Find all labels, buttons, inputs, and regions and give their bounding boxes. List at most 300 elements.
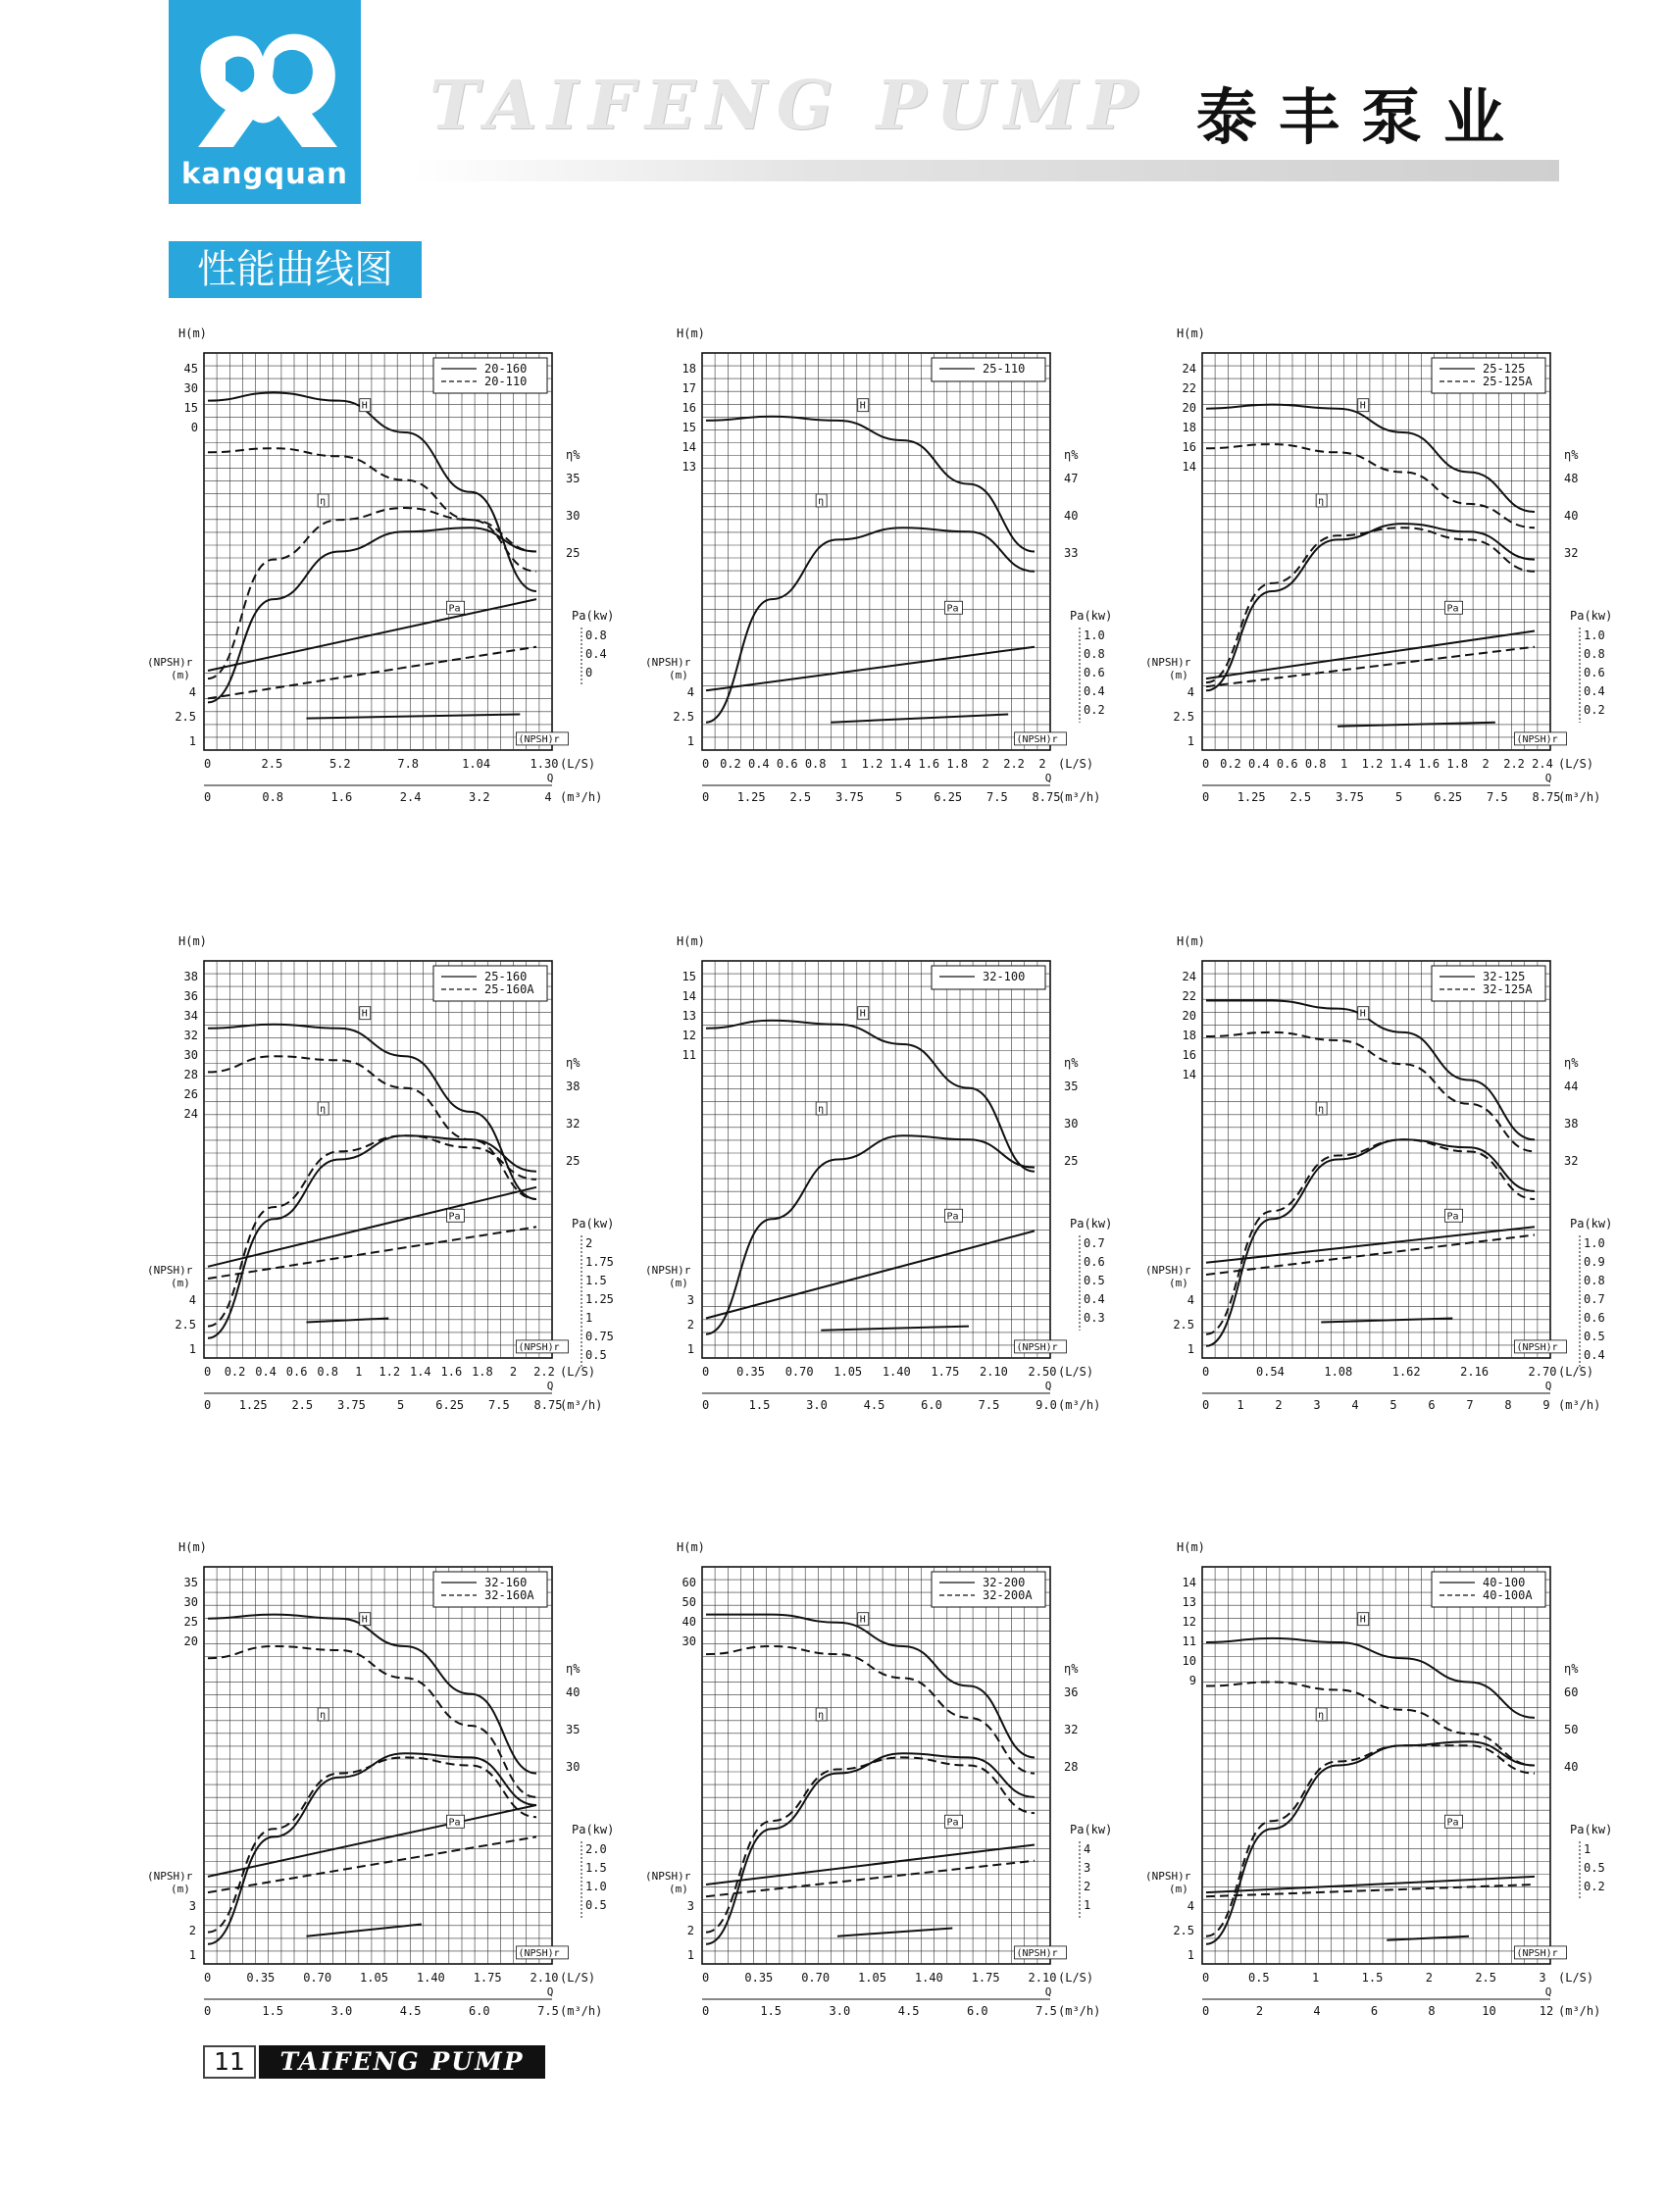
q-m3h-tick-label: 4: [544, 790, 552, 804]
pa-tick-label: 1.5: [585, 1861, 607, 1875]
npsh-axis-unit: (m): [171, 669, 190, 681]
npsh-tick-label: 4: [1187, 685, 1194, 699]
h-tick-label: 38: [183, 970, 198, 983]
eta-tick-label: 47: [1064, 472, 1079, 485]
npsh-tick-label: 2: [188, 1924, 196, 1937]
npsh-axis-unit: (m): [1169, 1277, 1188, 1289]
q-ls-tick-label: 1.40: [882, 1365, 911, 1379]
curve-h-solid: [706, 1021, 1035, 1172]
q-m3h-tick-label: 0: [204, 790, 212, 804]
q-m3h-tick-label: 1.25: [736, 790, 766, 804]
pa-tick-label: 1: [1584, 1842, 1591, 1856]
q-axis-title: Q: [1544, 1986, 1552, 1998]
curve-h-solid: [706, 1615, 1035, 1758]
eta-tick-label: 25: [1064, 1154, 1079, 1168]
eta-tick-label: 35: [1064, 1080, 1079, 1093]
q-ls-tick-label: 2.5: [1475, 1971, 1497, 1985]
q-ls-tick-label: 0.35: [246, 1971, 276, 1985]
curve-pa-dashed: [208, 647, 536, 699]
q-ls-tick-label: 1: [1339, 757, 1348, 771]
pa-tick-label: 4: [1084, 1842, 1091, 1856]
q-ls-tick-label: 2: [1482, 757, 1490, 771]
eta-tick-label: 30: [566, 509, 581, 523]
pa-tick-label: 2: [585, 1236, 593, 1250]
pump-chart-1: [147, 327, 614, 804]
q-ls-tick-label: 2.2: [533, 1365, 555, 1379]
pa-tick-label: 0.4: [1584, 684, 1605, 698]
pa-tick-label: 0.4: [1084, 1292, 1105, 1306]
eta-tick-label: 35: [566, 472, 581, 485]
h-tick-label: 11: [1182, 1634, 1196, 1648]
q-ls-tick-label: 0: [204, 757, 212, 771]
legend-label: 32-100: [983, 970, 1026, 983]
eta-tick-label: 32: [1564, 1154, 1579, 1168]
npsh-tick-label: 2.5: [175, 1318, 196, 1332]
q-m3h-tick-label: 0: [702, 790, 710, 804]
q-ls-tick-label: 0.35: [744, 1971, 774, 1985]
q-ls-tick-label: 1.40: [914, 1971, 943, 1985]
q-m3h-tick-label: 3.2: [468, 790, 490, 804]
q-m3h-tick-label: 2: [1255, 2004, 1264, 2018]
q-ls-tick-label: 0.2: [720, 757, 741, 771]
h-tick-label: 32: [183, 1029, 198, 1042]
npsh-tick-label: 2.5: [673, 710, 694, 724]
curve-h-dashed: [208, 1646, 536, 1797]
curve-callout-label: H: [859, 400, 866, 412]
brand-title-cn: 泰丰泵业: [1196, 81, 1527, 153]
q-axis-title: Q: [1544, 1380, 1552, 1392]
npsh-tick-label: 2.5: [175, 710, 196, 724]
legend-label: 32-160: [484, 1576, 528, 1589]
eta-axis-title: η%: [1064, 1662, 1079, 1676]
q-ls-tick-label: 0: [204, 1365, 212, 1379]
npsh-axis-unit: (m): [669, 1883, 688, 1895]
h-tick-label: 20: [1182, 1009, 1196, 1023]
q-m3h-tick-label: 1.5: [748, 1398, 771, 1412]
h-tick-label: 36: [183, 989, 198, 1003]
q-m3h-tick-label: 8.75: [533, 1398, 563, 1412]
eta-tick-label: 40: [1564, 509, 1579, 523]
h-tick-label: 9: [1188, 1674, 1196, 1687]
q-ls-tick-label: 2.10: [979, 1365, 1008, 1379]
pa-tick-label: 0.6: [1084, 1255, 1105, 1269]
h-tick-label: 11: [682, 1048, 696, 1062]
q-ls-unit: (L/S): [1058, 757, 1094, 771]
q-m3h-tick-label: 7.5: [537, 2004, 559, 2018]
q-m3h-tick-label: 1.25: [238, 1398, 268, 1412]
h-tick-label: 26: [183, 1087, 198, 1101]
q-m3h-tick-label: 0: [1202, 2004, 1210, 2018]
q-m3h-tick-label: 1.5: [760, 2004, 783, 2018]
q-m3h-tick-label: 3.0: [330, 2004, 353, 2018]
curve-h-solid: [1206, 1638, 1535, 1718]
curve-callout-label: H: [859, 1614, 866, 1626]
h-tick-label: 24: [1182, 970, 1196, 983]
pa-tick-label: 0.4: [1584, 1348, 1605, 1362]
q-ls-tick-label: 0.6: [1276, 757, 1298, 771]
h-tick-label: 30: [682, 1634, 696, 1648]
q-ls-tick-label: 0: [1202, 757, 1210, 771]
pa-axis-title: Pa(kw): [1070, 1217, 1113, 1231]
q-ls-tick-label: 1.30: [530, 757, 559, 771]
q-m3h-tick-label: 3: [1313, 1398, 1321, 1412]
q-ls-tick-label: 1: [1312, 1971, 1320, 1985]
eta-tick-label: 40: [566, 1685, 581, 1699]
pump-chart-6: [1145, 934, 1612, 1412]
q-ls-tick-label: 0: [204, 1971, 212, 1985]
chart-grid: [702, 961, 1050, 1358]
curve-pa-dashed: [208, 1227, 536, 1279]
q-ls-tick-label: 0.5: [1247, 1971, 1270, 1985]
npsh-tick-label: 2.5: [1173, 710, 1194, 724]
q-ls-tick-label: 0.70: [801, 1971, 831, 1985]
eta-tick-label: 25: [566, 1154, 581, 1168]
q-m3h-tick-label: 0: [1202, 790, 1210, 804]
curve-callout-label: Pa: [946, 603, 959, 615]
h-tick-label: 13: [682, 460, 696, 474]
npsh-axis-unit: (m): [669, 1277, 688, 1289]
q-m3h-tick-label: 1.5: [262, 2004, 284, 2018]
curve-callout-label: Pa: [946, 1211, 959, 1223]
h-tick-label: 30: [183, 381, 198, 395]
q-ls-unit: (L/S): [560, 757, 596, 771]
chart-grid: [1202, 1567, 1550, 1964]
q-ls-tick-label: 1: [839, 757, 848, 771]
legend-label: 20-110: [484, 375, 528, 388]
h-tick-label: 12: [1182, 1615, 1196, 1629]
h-tick-label: 40: [682, 1615, 696, 1629]
curve-callout-label: H: [361, 1614, 368, 1626]
legend: [932, 1572, 1045, 1607]
h-axis-title: H(m): [178, 327, 207, 340]
logo-text: kangquan: [181, 157, 348, 190]
legend-label: 40-100A: [1483, 1588, 1533, 1602]
h-tick-label: 28: [183, 1068, 198, 1081]
q-axis-title: Q: [1044, 772, 1052, 784]
q-ls-tick-label: 1.6: [918, 757, 940, 771]
pa-tick-label: 0.5: [1084, 1274, 1105, 1287]
h-tick-label: 14: [682, 989, 696, 1003]
eta-tick-label: 35: [566, 1723, 581, 1736]
q-m3h-unit: (m³/h): [560, 2004, 603, 2018]
legend: [433, 358, 547, 393]
q-ls-tick-label: 2.10: [530, 1971, 559, 1985]
h-axis-title: H(m): [677, 934, 705, 948]
pa-tick-label: 0.7: [1584, 1292, 1605, 1306]
h-tick-label: 15: [183, 401, 198, 415]
q-ls-tick-label: 1.62: [1391, 1365, 1421, 1379]
q-ls-tick-label: 1.75: [931, 1365, 960, 1379]
q-ls-tick-label: 0.2: [224, 1365, 246, 1379]
npsh-tick-label: 1: [1187, 1342, 1194, 1356]
q-m3h-tick-label: 1: [1237, 1398, 1244, 1412]
h-tick-label: 15: [682, 421, 696, 434]
q-ls-unit: (L/S): [1558, 757, 1594, 771]
h-tick-label: 16: [1182, 440, 1196, 454]
q-ls-tick-label: 0.6: [776, 757, 798, 771]
q-m3h-tick-label: 7.5: [1036, 2004, 1057, 2018]
npsh-axis-title: (NPSH)r: [147, 1264, 193, 1277]
h-tick-label: 18: [1182, 421, 1196, 434]
q-ls-unit: (L/S): [560, 1971, 596, 1985]
pump-chart-9: [1145, 1540, 1612, 2018]
pa-tick-label: 0.2: [1584, 703, 1605, 717]
curve-callout-label: η: [320, 495, 327, 507]
h-tick-label: 14: [1182, 1576, 1196, 1589]
q-m3h-tick-label: 5: [396, 1398, 405, 1412]
npsh-tick-label: 4: [1187, 1899, 1194, 1913]
curve-callout-label: Pa: [448, 603, 461, 615]
h-axis-title: H(m): [677, 327, 705, 340]
eta-tick-label: 32: [566, 1117, 581, 1131]
curve-callout-label: H: [1359, 1614, 1366, 1626]
curve-pa-solid: [208, 1805, 536, 1877]
q-m3h-tick-label: 7.5: [488, 1398, 510, 1412]
q-ls-tick-label: 0: [702, 1971, 710, 1985]
q-m3h-tick-label: 9.0: [1036, 1398, 1057, 1412]
q-m3h-tick-label: 4: [1351, 1398, 1359, 1412]
q-m3h-tick-label: 1.25: [1237, 790, 1266, 804]
npsh-tick-label: 3: [686, 1293, 694, 1307]
q-m3h-tick-label: 9: [1542, 1398, 1550, 1412]
q-m3h-tick-label: 6: [1428, 1398, 1436, 1412]
h-tick-label: 22: [1182, 989, 1196, 1003]
h-tick-label: 16: [1182, 1048, 1196, 1062]
curve-callout-label: (NPSH)r: [1016, 733, 1058, 745]
curve-callout-label: H: [1359, 400, 1366, 412]
h-axis-title: H(m): [1177, 327, 1205, 340]
pump-chart-3: [1145, 327, 1612, 804]
q-ls-tick-label: 0.8: [804, 757, 827, 771]
q-ls-unit: (L/S): [1558, 1971, 1594, 1985]
q-m3h-unit: (m³/h): [560, 1398, 603, 1412]
npsh-axis-title: (NPSH)r: [645, 1870, 691, 1883]
eta-axis-title: η%: [1064, 1056, 1079, 1070]
q-ls-tick-label: 1.6: [440, 1365, 463, 1379]
h-tick-label: 16: [682, 401, 696, 415]
npsh-tick-label: 3: [188, 1899, 196, 1913]
curve-callout-label: Pa: [946, 1817, 959, 1829]
h-tick-label: 14: [1182, 1068, 1196, 1081]
legend-label: 25-110: [983, 362, 1026, 376]
q-ls-tick-label: 1.4: [409, 1365, 431, 1379]
curve-pa-solid: [1206, 631, 1535, 679]
q-ls-tick-label: 0.8: [317, 1365, 339, 1379]
q-axis-title: Q: [546, 772, 554, 784]
section-title: 性能曲线图: [169, 241, 422, 298]
brand-title-en: TAIFENG PUMP: [429, 67, 1148, 145]
q-m3h-tick-label: 7: [1466, 1398, 1474, 1412]
curve-npshr-solid: [821, 1327, 969, 1331]
curve-npshr-solid: [307, 1925, 422, 1936]
pa-tick-label: 1: [1084, 1898, 1091, 1912]
curve-callout-label: η: [818, 1103, 825, 1115]
pa-tick-label: 0.8: [1584, 1274, 1605, 1287]
pa-scale: [1580, 1235, 1605, 1368]
q-m3h-tick-label: 7.5: [1487, 790, 1508, 804]
q-m3h-tick-label: 4.5: [897, 2004, 920, 2018]
q-ls-tick-label: 0.70: [784, 1365, 814, 1379]
q-m3h-unit: (m³/h): [1058, 1398, 1101, 1412]
eta-tick-label: 30: [1064, 1117, 1079, 1131]
npsh-tick-label: 1: [686, 734, 694, 748]
q-ls-tick-label: 0.6: [285, 1365, 308, 1379]
legend-label: 25-160A: [484, 982, 534, 996]
q-ls-tick-label: 7.8: [397, 757, 420, 771]
curve-callout-label: Pa: [1446, 1817, 1459, 1829]
eta-tick-label: 36: [1064, 1685, 1079, 1699]
curve-callout-label: H: [361, 1008, 368, 1020]
pa-tick-label: 0: [585, 666, 593, 679]
h-tick-label: 12: [682, 1029, 696, 1042]
curve-callout-label: (NPSH)r: [518, 733, 560, 745]
h-tick-label: 17: [682, 381, 696, 395]
curve-h-solid: [1206, 1001, 1535, 1140]
q-m3h-tick-label: 12: [1539, 2004, 1554, 2018]
curve-callout-label: H: [859, 1008, 866, 1020]
grid-lines: [1202, 961, 1550, 1358]
legend-label: 32-200A: [983, 1588, 1033, 1602]
legend-label: 32-160A: [484, 1588, 534, 1602]
q-m3h-tick-label: 6.0: [468, 2004, 490, 2018]
q-ls-tick-label: 1.4: [1389, 757, 1412, 771]
npsh-tick-label: 1: [188, 1948, 196, 1962]
q-ls-tick-label: 2.2: [1503, 757, 1525, 771]
npsh-axis-title: (NPSH)r: [147, 1870, 193, 1883]
pa-tick-label: 1.0: [1084, 628, 1105, 642]
h-tick-label: 30: [183, 1048, 198, 1062]
pa-tick-label: 1.0: [585, 1880, 607, 1893]
q-axis-title: Q: [1544, 772, 1552, 784]
grid-lines: [702, 1567, 1050, 1964]
h-tick-label: 14: [682, 440, 696, 454]
q-m3h-tick-label: 4: [1313, 2004, 1321, 2018]
q-ls-tick-label: 2: [1038, 757, 1046, 771]
npsh-tick-label: 1: [1187, 1948, 1194, 1962]
q-ls-tick-label: 3: [1539, 1971, 1546, 1985]
h-tick-label: 14: [1182, 460, 1196, 474]
q-ls-unit: (L/S): [1558, 1365, 1594, 1379]
legend: [1432, 358, 1545, 393]
npsh-tick-label: 4: [188, 685, 196, 699]
eta-tick-label: 38: [566, 1080, 581, 1093]
plot-frame: [1202, 1567, 1550, 1964]
pa-tick-label: 2: [1084, 1880, 1091, 1893]
q-axis-title: Q: [1044, 1986, 1052, 1998]
h-tick-label: 20: [1182, 401, 1196, 415]
legend-label: 32-200: [983, 1576, 1026, 1589]
curve-h-solid: [208, 1615, 536, 1774]
q-ls-tick-label: 0: [1202, 1365, 1210, 1379]
curve-callout-label: (NPSH)r: [1016, 1947, 1058, 1959]
eta-tick-label: 25: [566, 546, 581, 560]
curve-callout-label: η: [1318, 495, 1325, 507]
h-axis-title: H(m): [677, 1540, 705, 1554]
curve-npshr-solid: [307, 715, 521, 719]
footer-brand: TAIFENG PUMP: [259, 2045, 545, 2079]
legend-label: 32-125A: [1483, 982, 1533, 996]
plot-frame: [702, 961, 1050, 1358]
pa-tick-label: 0.7: [1084, 1236, 1105, 1250]
pump-chart-2: [645, 327, 1112, 804]
curve--dashed: [706, 1757, 1035, 1932]
npsh-tick-label: 4: [686, 685, 694, 699]
curve-callout-label: (NPSH)r: [1516, 1947, 1558, 1959]
curve--dashed: [1206, 1139, 1535, 1333]
npsh-axis-title: (NPSH)r: [645, 1264, 691, 1277]
plot-frame: [702, 1567, 1050, 1964]
q-m3h-unit: (m³/h): [560, 790, 603, 804]
q-m3h-tick-label: 3.75: [834, 790, 864, 804]
q-m3h-tick-label: 2.5: [789, 790, 812, 804]
grid-lines: [702, 961, 1050, 1358]
npsh-tick-label: 1: [686, 1948, 694, 1962]
q-ls-tick-label: 1.75: [473, 1971, 502, 1985]
npsh-tick-label: 2: [686, 1924, 694, 1937]
eta-tick-label: 38: [1564, 1117, 1579, 1131]
curve-callout-label: η: [818, 1709, 825, 1721]
eta-tick-label: 60: [1564, 1685, 1579, 1699]
pa-tick-label: 0.6: [1584, 666, 1605, 679]
npsh-axis-title: (NPSH)r: [1145, 656, 1191, 669]
q-m3h-unit: (m³/h): [1558, 790, 1601, 804]
q-m3h-tick-label: 10: [1482, 2004, 1496, 2018]
legend: [1432, 966, 1545, 1001]
npsh-axis-title: (NPSH)r: [147, 656, 193, 669]
q-m3h-tick-label: 8.75: [1032, 790, 1061, 804]
grid-lines: [1202, 1567, 1550, 1964]
q-m3h-tick-label: 3.75: [1335, 790, 1364, 804]
legend: [932, 966, 1045, 989]
npsh-tick-label: 1: [1187, 734, 1194, 748]
q-ls-tick-label: 2: [1425, 1971, 1433, 1985]
curve-callout-label: η: [320, 1103, 327, 1115]
chart-grid: [702, 353, 1050, 750]
curve-callout-label: η: [320, 1709, 327, 1721]
chart-grid: [702, 1567, 1050, 1964]
eta-axis-title: η%: [1564, 448, 1579, 462]
q-ls-tick-label: 2.4: [1532, 757, 1553, 771]
curve--solid: [1206, 524, 1535, 690]
q-m3h-tick-label: 8: [1428, 2004, 1436, 2018]
q-m3h-tick-label: 8.75: [1532, 790, 1561, 804]
curve-pa-solid: [706, 647, 1035, 691]
pa-tick-label: 1.25: [585, 1292, 614, 1306]
q-ls-unit: (L/S): [1058, 1365, 1094, 1379]
q-ls-tick-label: 0.2: [1220, 757, 1241, 771]
q-m3h-tick-label: 3.0: [829, 2004, 851, 2018]
q-axis-title: Q: [546, 1986, 554, 1998]
pa-axis-title: Pa(kw): [572, 1217, 615, 1231]
curve-callout-label: Pa: [1446, 1211, 1459, 1223]
npsh-axis-unit: (m): [669, 669, 688, 681]
q-ls-tick-label: 1.5: [1361, 1971, 1384, 1985]
curve-callout-label: η: [1318, 1103, 1325, 1115]
h-tick-label: 18: [682, 362, 696, 376]
npsh-axis-unit: (m): [1169, 1883, 1188, 1895]
legend-label: 40-100: [1483, 1576, 1526, 1589]
pa-tick-label: 0.4: [585, 647, 607, 661]
h-tick-label: 24: [1182, 362, 1196, 376]
pa-tick-label: 0.5: [1584, 1861, 1605, 1875]
q-ls-tick-label: 2: [509, 1365, 518, 1379]
q-ls-tick-label: 0.4: [1247, 757, 1270, 771]
eta-axis-title: η%: [566, 1662, 581, 1676]
npsh-tick-label: 1: [188, 734, 196, 748]
q-ls-tick-label: 0: [702, 1365, 710, 1379]
q-m3h-tick-label: 5: [1389, 1398, 1397, 1412]
eta-tick-label: 28: [1064, 1760, 1079, 1774]
